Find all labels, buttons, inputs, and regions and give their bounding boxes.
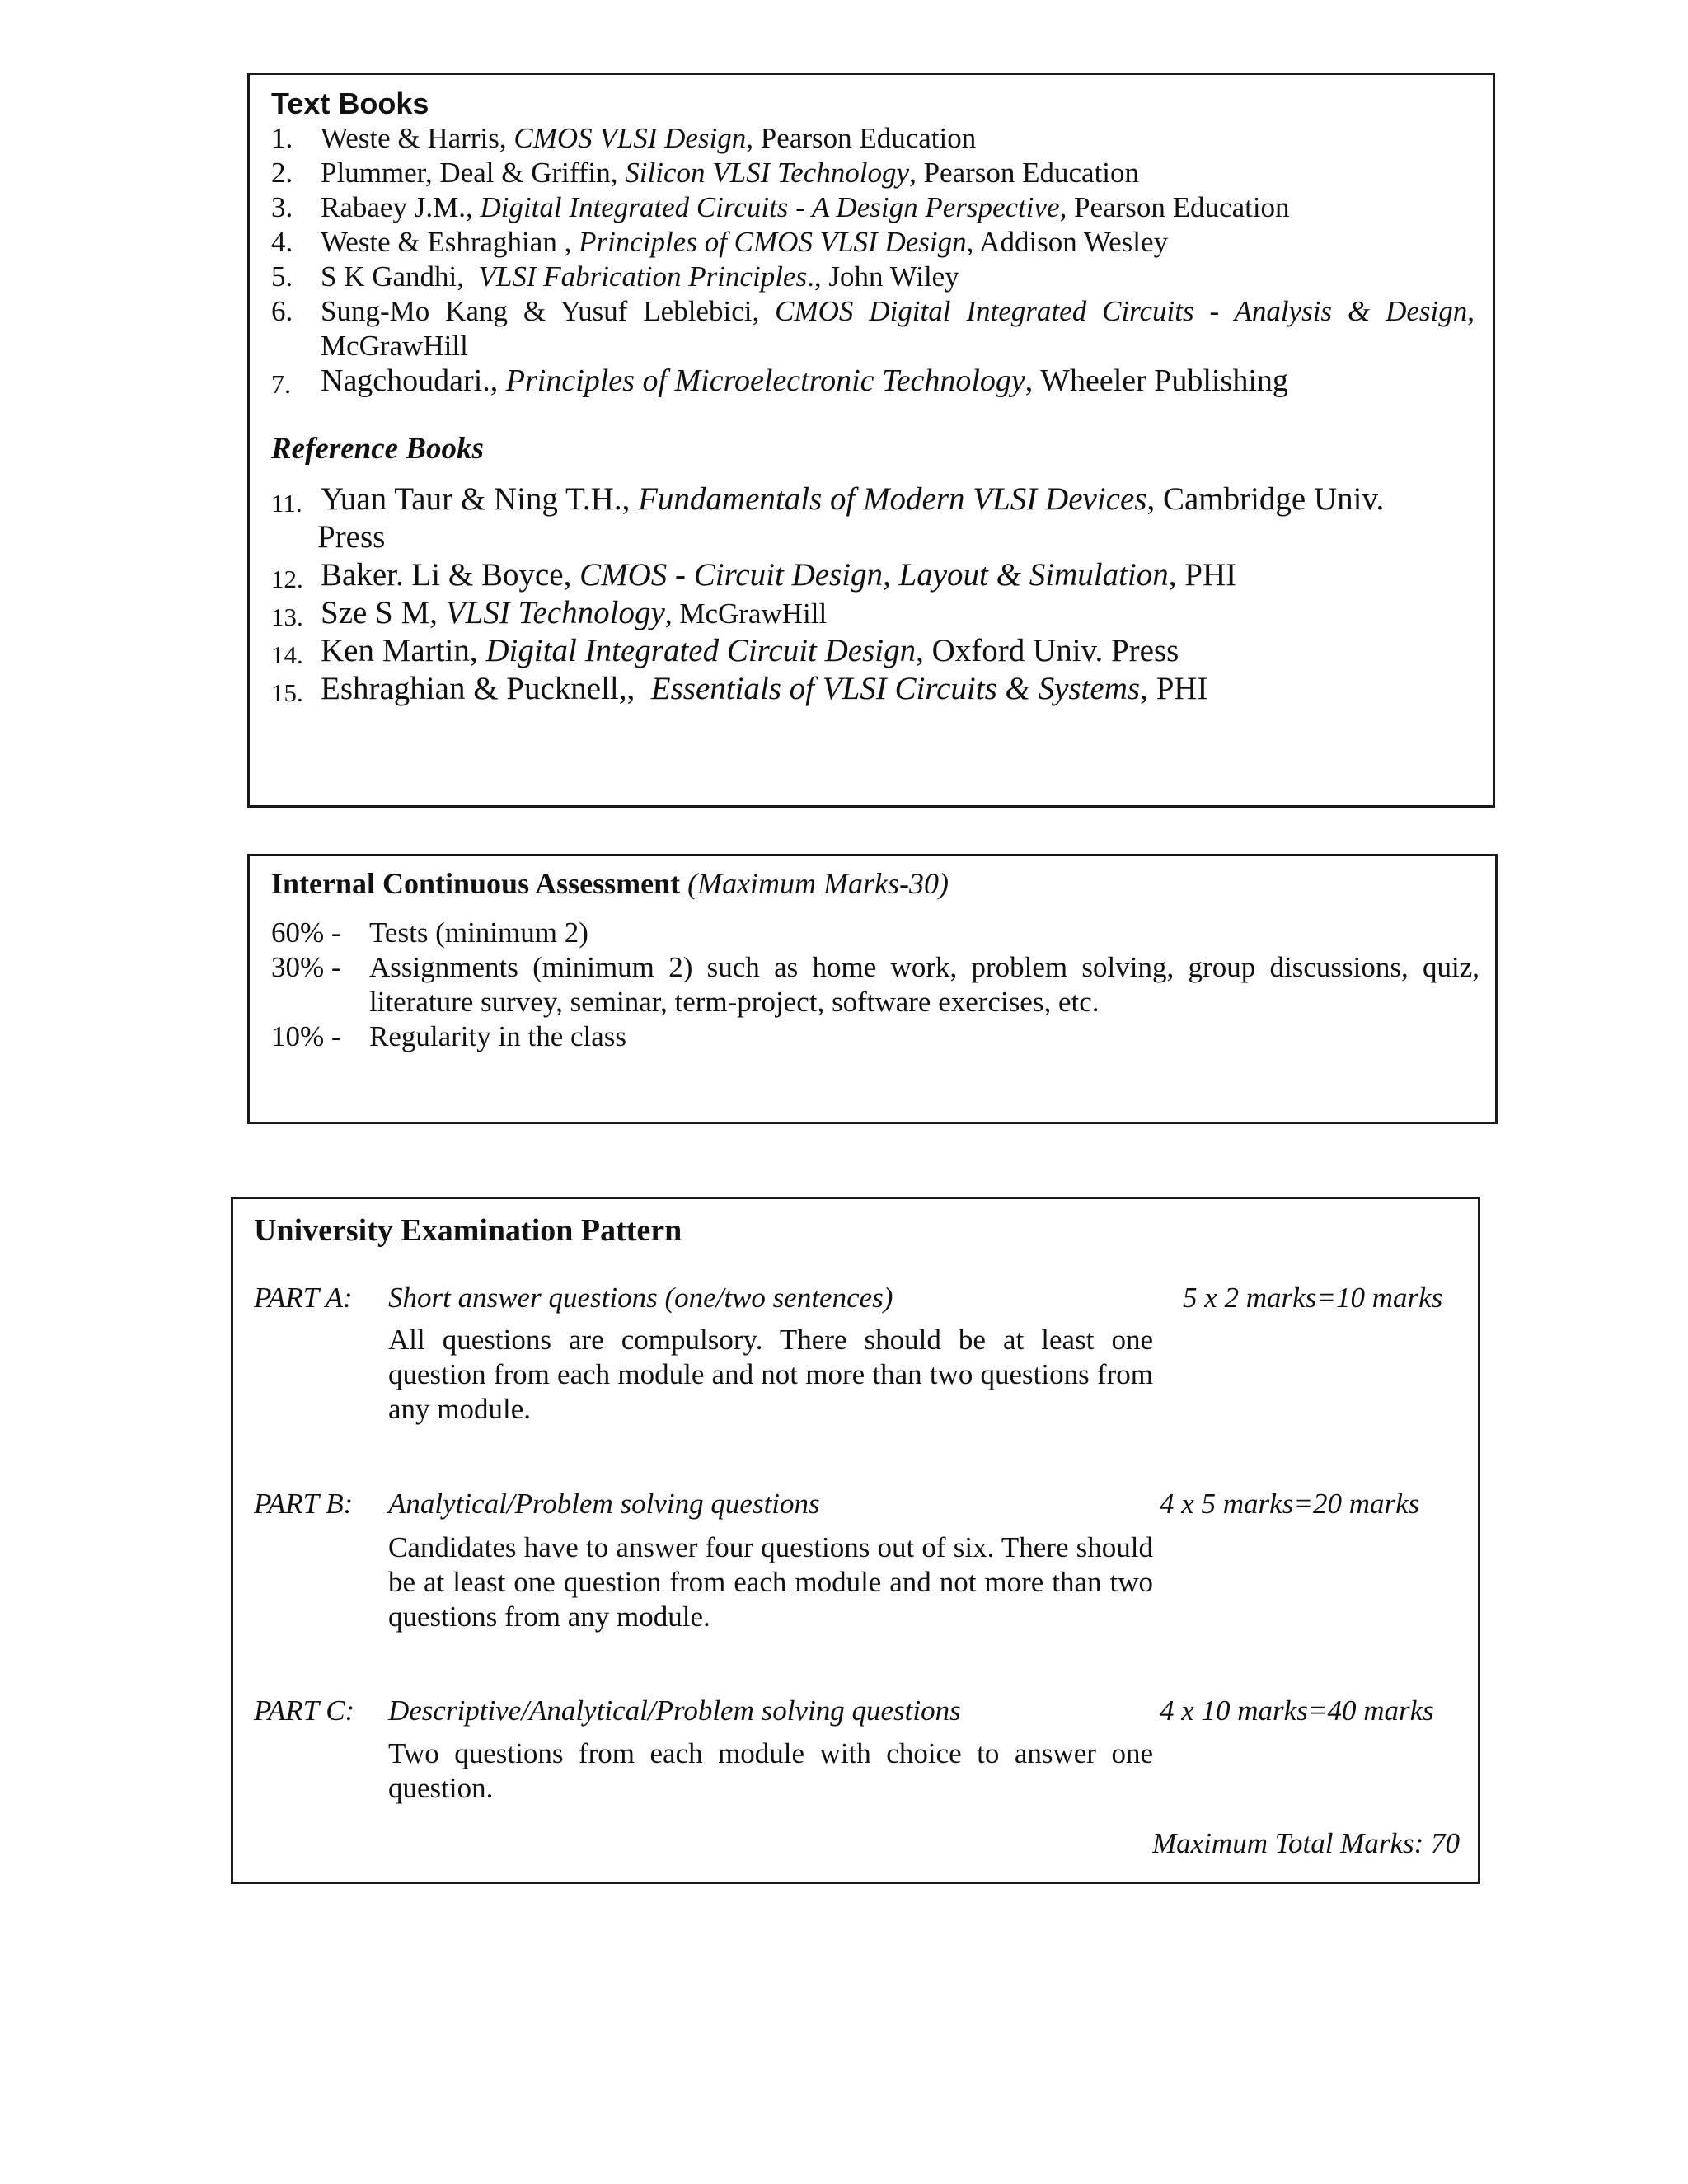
part-title: Descriptive/Analytical/Problem solving questions — [388, 1694, 961, 1727]
part-marks: 4 x 10 marks=40 marks — [1160, 1694, 1434, 1727]
part-description: Two questions from each module with choice to answer one question. — [388, 1737, 1153, 1804]
text-books-box: Text Books 1. Weste & Harris, CMOS VLSI Design, Pearson Education 2. Plummer, Deal & Griffin, Silicon VLSI Technology, Pearson Education 3. Rabaey J.M., Digital Integrated Circuits - A Design Perspective, Pearson Education 4. Weste & Eshraghian , Principles of CMOS VLSI Design, Addison Wesley 5. S K Gandhi, VLSI Fabrication Principles., John Wiley 6. Sung-Mo Kang & Yusuf Leblebici, CMOS Digital Integrated Circuits - Analysis & Design, McGrawHill 7. Nagchoudari., Principles of Microelectronic Technology, Wheeler Publishing Reference Books 11. Yuan Taur & Ning T.H., Fundamentals of Modern VLSI Devices, Cambridge Univ. Press 12. Baker. Li & Boyce, CMOS - Circuit Design, Layout & Simulation, PHI 13. Sze S M, VLSI Technology, McGrawHill 14. Ken Martin, Digital Integrated Circuit Design, Oxford Univ. Press 15. Eshraghian & Pucknell,, Essentials of VLSI Circuits & Systems, PHI — [247, 73, 1495, 808]
text-book-item: 6. Sung-Mo Kang & Yusuf Leblebici, CMOS Digital Integrated Circuits - Analysis & Design, McGrawHill — [271, 295, 1475, 362]
part-description: All questions are compulsory. There should be at least one question from each module and not more than two questions from any module. — [388, 1324, 1153, 1425]
part-marks: 4 x 5 marks=20 marks — [1160, 1488, 1420, 1520]
exam-pattern-box — [231, 1197, 1480, 1884]
part-marks: 5 x 2 marks=10 marks — [1183, 1282, 1443, 1314]
part-label: PART A: — [254, 1282, 353, 1314]
max-total-marks: Maximum Total Marks: 70 — [1152, 1827, 1461, 1859]
internal-assessment-box: Internal Continuous Assessment (Maximum Marks-30) 60% - Tests (minimum 2) 30% - Assignments (minimum 2) such as home work, problem solving, group discussions, quiz, literature survey, seminar, term-project, software exercises, etc. 10% - Regularity in the class — [247, 854, 1498, 1124]
text-books-heading: Text Books — [271, 87, 429, 120]
part-title: Analytical/Problem solving questions — [388, 1488, 820, 1520]
exam-pattern-heading: University Examination Pattern — [254, 1213, 682, 1248]
part-label: PART B: — [254, 1488, 354, 1520]
part-label: PART C: — [254, 1694, 355, 1727]
part-description: Candidates have to answer four questions out of six. There should be at least one question from each module and not more than two questions from any module. — [388, 1531, 1153, 1633]
internal-assessment-heading: Internal Continuous Assessment (Maximum Marks-30) — [271, 867, 950, 900]
part-title: Short answer questions (one/two sentences) — [388, 1282, 893, 1314]
reference-books-heading: Reference Books — [271, 432, 484, 466]
assessment-item: 30% - Assignments (minimum 2) such as home work, problem solving, group discussions, quiz, literature survey, seminar, term-project, software exercises, etc. — [271, 951, 1479, 1018]
